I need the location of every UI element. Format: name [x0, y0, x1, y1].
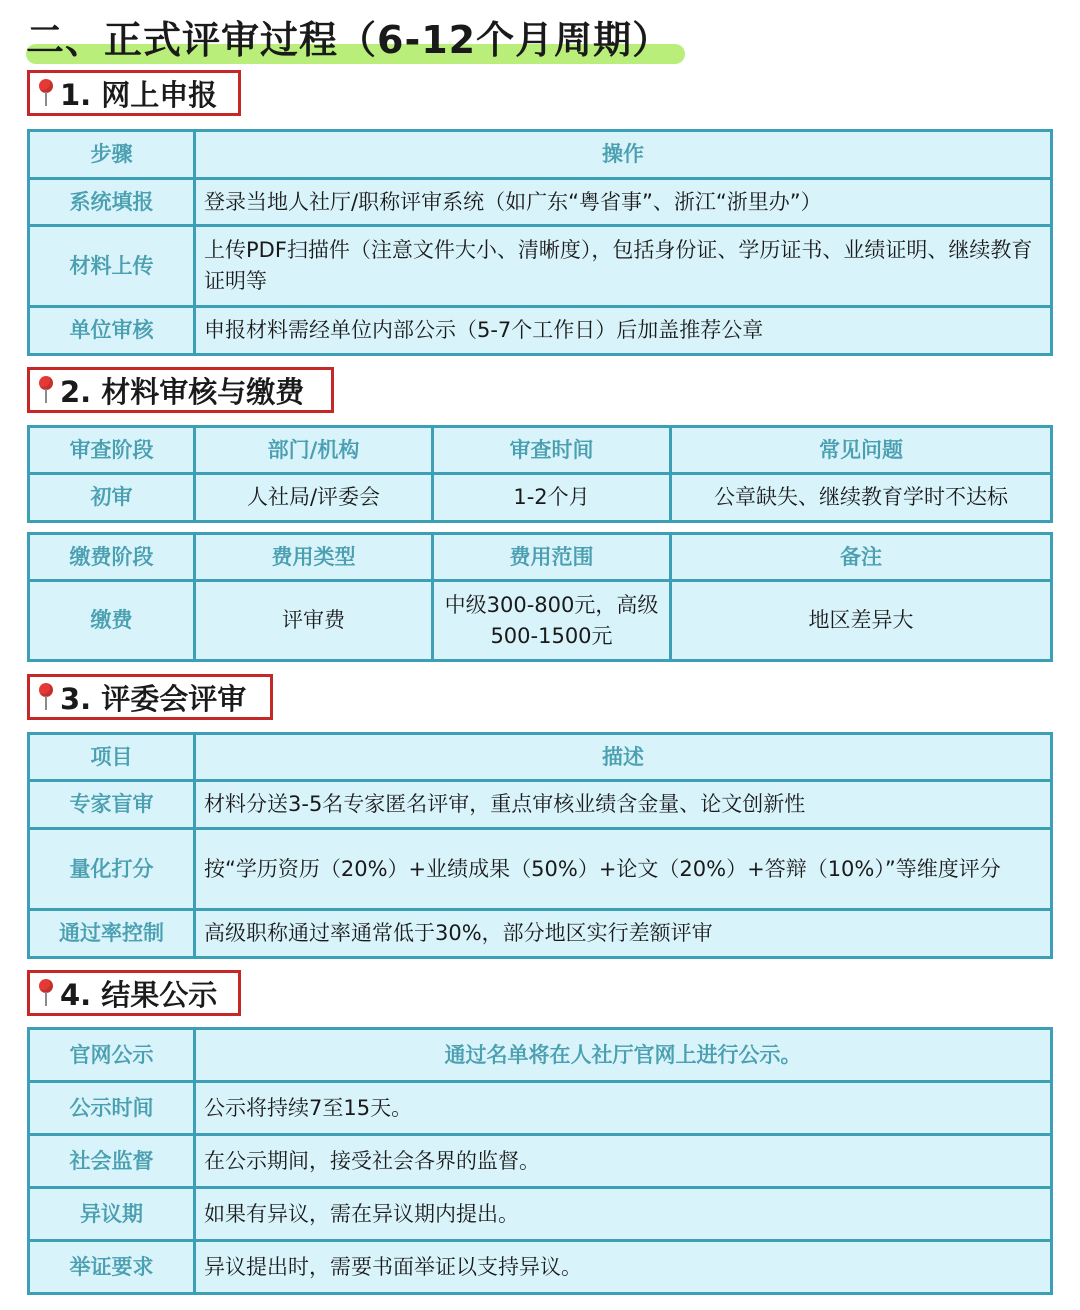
header-cell: 步骤 [29, 131, 195, 179]
table-row [29, 910, 1052, 958]
header-cell: 备注 [671, 534, 1052, 581]
row-value: 人社局/评委会 [195, 474, 433, 522]
header-cell: 官网公示 [29, 1029, 195, 1082]
table-row [29, 1082, 1052, 1135]
row-value: 登录当地人社厅/职称评审系统（如广东“粤省事”、浙江“浙里办”） [195, 179, 1052, 226]
section-heading-label: 4. 结果公示 [60, 977, 218, 1012]
table-header-row [29, 427, 1052, 474]
header-cell: 通过名单将在人社厅官网上进行公示。 [195, 1029, 1052, 1082]
table-header-row [29, 131, 1052, 179]
row-label: 异议期 [29, 1188, 195, 1241]
header-cell: 费用范围 [433, 534, 671, 581]
section-heading-label: 3. 评委会评审 [60, 681, 247, 716]
row-value: 异议提出时，需要书面举证以支持异议。 [195, 1241, 1052, 1294]
row-label: 通过率控制 [29, 910, 195, 958]
table-row [29, 474, 1052, 522]
section-heading-committee-review [27, 674, 273, 720]
table-row [29, 581, 1052, 661]
table-row [29, 226, 1052, 307]
online-application-table [27, 129, 1053, 356]
header-cell: 项目 [29, 734, 195, 781]
row-value: 按“学历资历（20%）+业绩成果（50%）+论文（20%）+答辩（10%）”等维度评分 [195, 829, 1052, 910]
result-publication-table [27, 1027, 1053, 1295]
row-value: 公示将持续7至15天。 [195, 1082, 1052, 1135]
row-value: 在公示期间，接受社会各界的监督。 [195, 1135, 1052, 1188]
row-label: 专家盲审 [29, 781, 195, 829]
table-row [29, 1188, 1052, 1241]
row-label: 公示时间 [29, 1082, 195, 1135]
section-heading-online-application [27, 70, 241, 116]
pushpin-icon [38, 978, 54, 1008]
header-cell: 费用类型 [195, 534, 433, 581]
section-heading-review-and-fee [27, 367, 334, 413]
header-cell: 描述 [195, 734, 1052, 781]
row-label: 举证要求 [29, 1241, 195, 1294]
row-label: 量化打分 [29, 829, 195, 910]
committee-review-table [27, 732, 1053, 959]
row-label: 社会监督 [29, 1135, 195, 1188]
row-value: 中级300-800元，高级500-1500元 [433, 581, 671, 661]
row-value: 申报材料需经单位内部公示（5-7个工作日）后加盖推荐公章 [195, 307, 1052, 355]
section-heading-label: 2. 材料审核与缴费 [60, 374, 305, 409]
row-value: 1-2个月 [433, 474, 671, 522]
table-header-row [29, 534, 1052, 581]
row-value: 高级职称通过率通常低于30%，部分地区实行差额评审 [195, 910, 1052, 958]
review-stage-table [27, 425, 1053, 523]
table-row [29, 1135, 1052, 1188]
table-row [29, 829, 1052, 910]
row-value: 公章缺失、继续教育学时不达标 [671, 474, 1052, 522]
row-value: 材料分送3-5名专家匿名评审，重点审核业绩含金量、论文创新性 [195, 781, 1052, 829]
row-label: 材料上传 [29, 226, 195, 307]
table-row [29, 179, 1052, 226]
table-row [29, 307, 1052, 355]
row-value: 评审费 [195, 581, 433, 661]
row-value: 如果有异议，需在异议期内提出。 [195, 1188, 1052, 1241]
pushpin-icon [38, 78, 54, 108]
section-heading-label: 1. 网上申报 [60, 77, 218, 112]
header-cell: 审查时间 [433, 427, 671, 474]
pushpin-icon [38, 682, 54, 712]
section-heading-result-publication [27, 970, 241, 1016]
header-cell: 缴费阶段 [29, 534, 195, 581]
table-row [29, 1241, 1052, 1294]
row-label: 单位审核 [29, 307, 195, 355]
table-row [29, 781, 1052, 829]
fee-table [27, 532, 1053, 662]
row-value: 上传PDF扫描件（注意文件大小、清晰度），包括身份证、学历证书、业绩证明、继续教育证明等 [195, 226, 1052, 307]
header-cell: 审查阶段 [29, 427, 195, 474]
page-title: 二、正式评审过程（6-12个月周期） [26, 14, 671, 66]
row-label: 初审 [29, 474, 195, 522]
pushpin-icon [38, 375, 54, 405]
row-value: 地区差异大 [671, 581, 1052, 661]
table-header-row [29, 1029, 1052, 1082]
row-label: 缴费 [29, 581, 195, 661]
header-cell: 常见问题 [671, 427, 1052, 474]
table-header-row [29, 734, 1052, 781]
header-cell: 操作 [195, 131, 1052, 179]
header-cell: 部门/机构 [195, 427, 433, 474]
row-label: 系统填报 [29, 179, 195, 226]
